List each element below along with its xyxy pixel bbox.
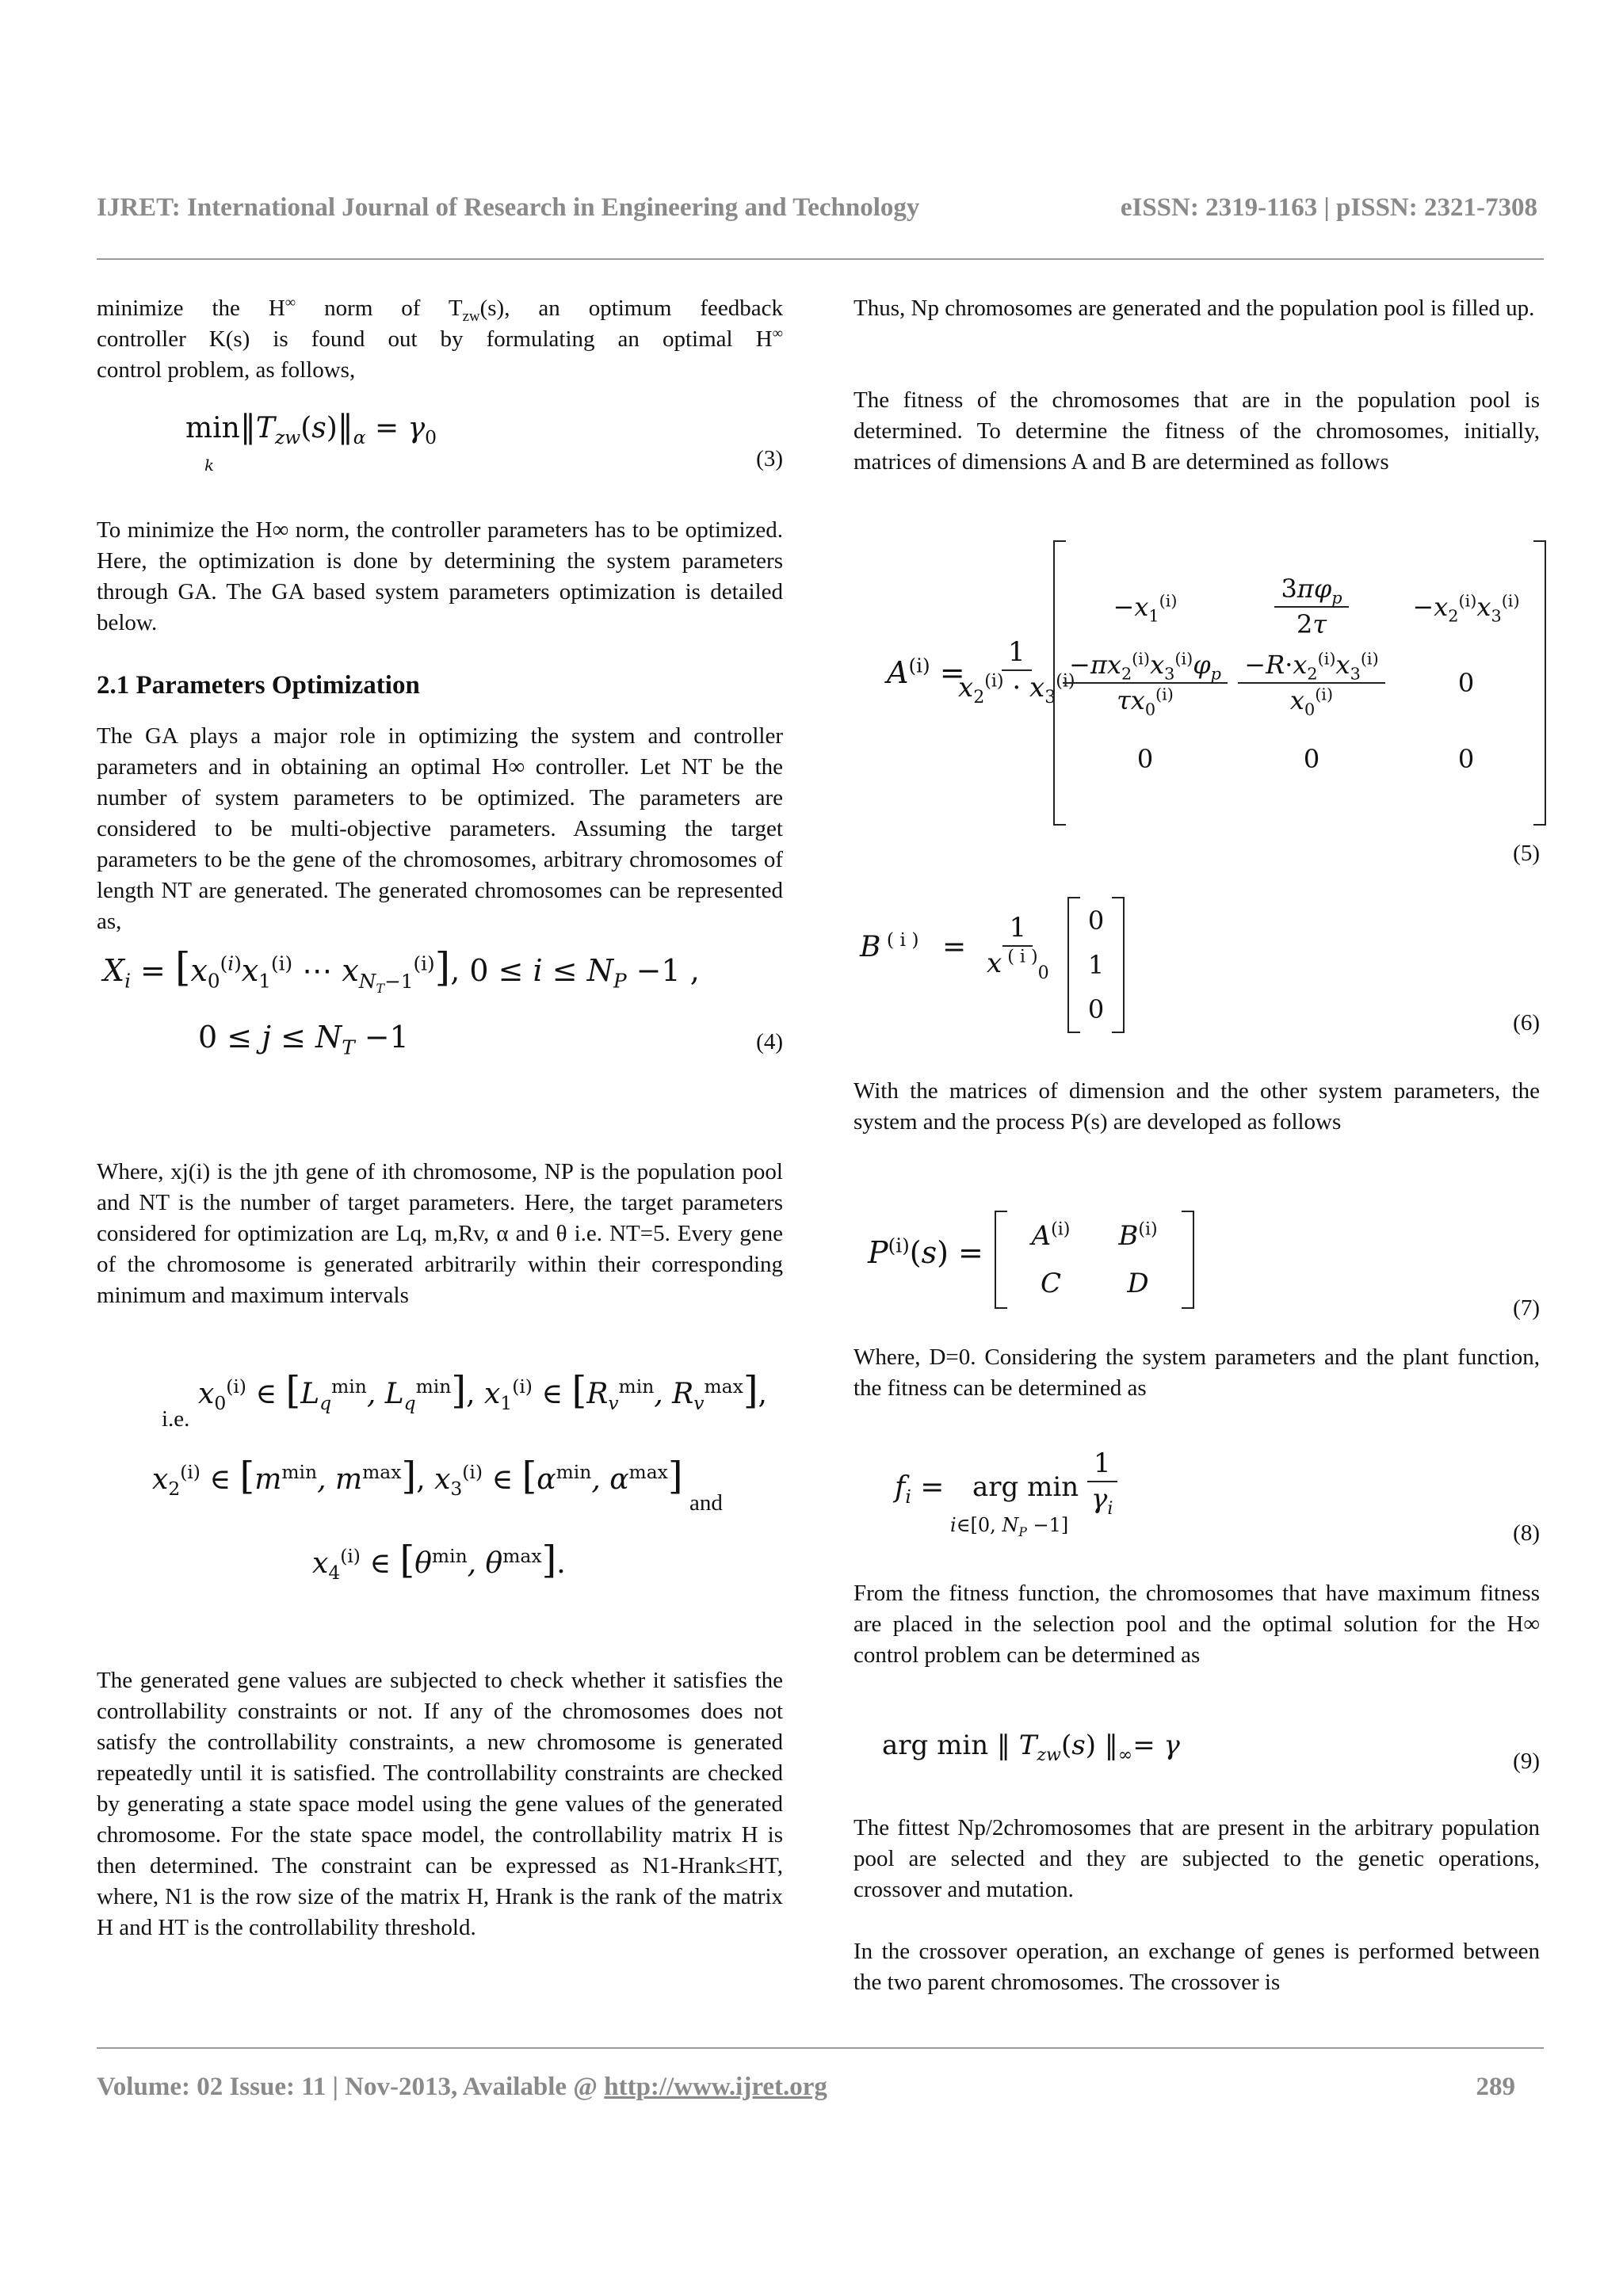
from-paragraph: From the fitness function, the chromosomes that have maximum fitness are placed in the selection pool and the optimal solution for the H∞ control problem can be determined as [854,1581,1540,1668]
equation-7-number: (7) [1513,1295,1540,1321]
journal-link[interactable]: http://www.ijret.org [604,2073,827,2101]
equation-6: B $^{( i )}$ = $\frac{1}{x ^{( i )}_0}$ 0 1 0 (6) [854,897,1540,1039]
with-paragraph: With the matrices of dimension and the other system parameters, the system and the process P(s) are developed as follows [854,1078,1540,1135]
equation-8-number: (8) [1513,1520,1540,1546]
page-footer [97,2073,1515,2102]
whered-paragraph: Where, D=0. Considering the system parameters and the plant function, the fitness can be determined as [854,1344,1540,1401]
intro-paragraph-line3: control problem, as follows, [97,357,356,383]
page-header [97,193,1537,223]
equation-9: arg min ‖ $T_{zw}(s)$ $‖_\infty= \gamma$ (9) [854,1724,1540,1787]
equation-intervals: i.e. $x_0^{(i)}$ ∈ [$L_q^{min}$, $L_q^{min}$], $x_1^{(i)}$ ∈ [$R_v^{min}$, $R_v^{max}$], $x_2^{(i)}$ ∈ [$m^{min}$, $m^{max}$], $x_3^{(i)}$ ∈ [$\alpha^{min}$, $\alpha^{max}$] and $x_4^{(i)}$ ∈ [$\theta^{min}$, $\theta^{max}$]. [152,1368,767,1585]
equation-3-number: (3) [756,446,783,471]
intro-paragraph-line2: controller K(s) is found out by formulating an optimal H∞ [97,325,783,352]
equation-3: $\min‖T_{zw}(s)‖_\alpha = \gamma_0$ k (3) [185,409,783,475]
generated-paragraph: The generated gene values are subjected to check whether it satisfies the controllability constraints or not. If any of the chromosomes does not satisfy the controllability constraints, a new chromosome is generated repeatedly until it is satisfied. The controllability constraints are checked by generating a state space model using the gene values of the generated chromosome. For the state space model, the controllability matrix H is then determined. The constraint can be expressed as N1-Hrank≤HT, where, N1 is the row size of the matrix H, Hrank is the rank of the matrix H and HT is the controllability threshold. [97,1668,783,1940]
page-number: 289 [1476,2073,1515,2101]
equation-8: $f_i$ = arg min i∈[0, $N_P -1$] $\frac{1}{\gamma_i}$ (8) [854,1440,1540,1543]
crossover-paragraph: In the crossover operation, an exchange of genes is performed between the two parent chromosomes. The crossover is [854,1939,1540,1995]
journal-title: IJRET: International Journal of Research in Engineering and Technology [97,193,920,222]
equation-4: $X_i = [x_0^{(i)}x_1^{(i)}$ ⋯ $x_{N_T-1}^{(i)}$], $0 \le i \le N_P -1$ , $0 \le j \le N_T -1$ (4) [103,944,783,1059]
footer-rule [97,2047,1544,2049]
volume-info: Volume: 02 Issue: 11 | Nov-2013, Available @ http://www.ijret.org [97,2073,827,2101]
fittest-paragraph: The fittest Np/2chromosomes that are present in the arbitrary population pool are selected and they are subjected to the genetic operations, crossover and mutation. [854,1815,1540,1902]
equation-4-number: (4) [756,1029,783,1055]
thus-paragraph: Thus, Np chromosomes are generated and the population pool is filled up. [854,296,1535,321]
fitness-paragraph: The fitness of the chromosomes that are in the population pool is determined. To determine the fitness of the chromosomes, initially, matrices of dimensions A and B are determined as follows [854,387,1540,475]
equation-5: $A^{(i)}$ = $\frac{1}{x_2^{(i)} \cdot x_3^{(i)}}$ $-x_1^{(i)}$ $\frac{3\pi\varphi_p}{2\tau}$ $-x_2^{(i)}x_3^{(i)}$ $\frac{-\pi x_2^{(i)}x_3^{(i)}\varphi_p}{\tau x_0^{(i)}}$ $\frac{-R\cdot x_2^{(i)}x_3^{(i)}}{x_0^{(i)}}$ 0 0 0 0 (5) [854,540,1540,873]
ga-paragraph: The GA plays a major role in optimizing the system and controller parameters and in obtaining an optimal H∞ controller. Let NT be the number of system parameters to be optimized. The parameters are considered to be multi-objective parameters. Assuming the target parameters to be the gene of the chromosomes, arbitrary chromosomes of length NT are generated. The generated chromosomes can be represented as, [97,723,783,934]
header-rule [97,258,1544,260]
where-paragraph: Where, xj(i) is the jth gene of ith chromosome, NP is the population pool and NT is the number of target parameters. Here, the target parameters considered for optimization are Lq, m,Rv, α and θ i.e. NT=5. Every gene of the chromosome is generated arbitrarily within their corresponding minimum and maximum intervals [97,1159,783,1308]
minimize-paragraph: To minimize the H∞ norm, the controller parameters has to be optimized. Here, the optimization is done by determining the system parameters through GA. The GA based system parameters optimization is detailed below. [97,517,783,635]
intro-paragraph-line1: minimize the H∞ norm of $T_{zw}(s)$, an optimum feedback [97,294,784,325]
equation-6-number: (6) [1513,1010,1540,1035]
section-heading: 2.1 Parameters Optimization [97,671,420,700]
ie-label: i.e. [162,1406,190,1432]
and-label: and [689,1490,723,1516]
issn-text: eISSN: 2319-1163 | pISSN: 2321-7308 [1120,193,1537,222]
equation-9-number: (9) [1513,1749,1540,1774]
equation-5-number: (5) [1513,841,1540,866]
equation-7: $P^{(i)}(s)$ = $A^{(i)}$ $B^{(i)}$ C D (7) [854,1204,1540,1315]
